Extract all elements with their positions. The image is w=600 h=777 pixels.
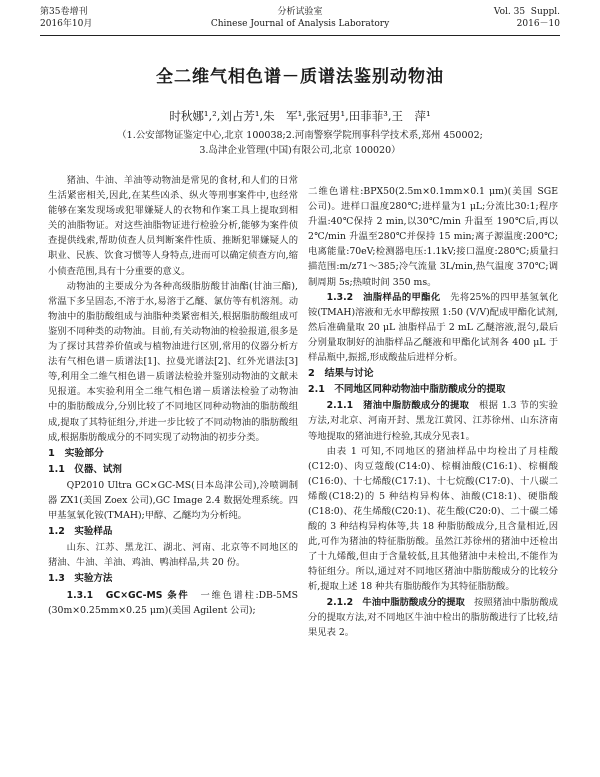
affiliations	[60, 128, 540, 158]
paragraph	[48, 588, 298, 618]
paragraph-text: 一维色谱柱:DB-5MS (30m×0.25mm×0.25 μm)(美国 Agilent 公司);	[48, 589, 298, 616]
paragraph-text: 根据 1.3 节的实验方法,对北京、河南开封、黑龙江黄冈、江苏徐州、山东济南等地提取的猪油进行检验,其成分见表1。	[308, 400, 558, 442]
paragraph: QP2010 Ultra GC×GC-MS(日本岛津公司),冷喷调制器 ZX1(美国 Zoex 公司),GC Image 2.4 数据处理系统。四甲基氢氧化铵(TMAH);甲醇、乙醚均为分析纯。	[48, 479, 298, 522]
paragraph	[308, 398, 558, 443]
right-column	[308, 184, 558, 764]
paragraph: 动物油的主要成分为各种高级脂肪酸甘油酯(甘油三酯),常温下多呈固态,不溶于水,易溶于乙醚、氯仿等有机溶剂。动物油中的脂肪酸组成与油脂种类紧密相关,根据脂肪酸组成可鉴别不同种类的动物油。目前,有关动物油的检验报道,很多是为了探讨其营养价值或与植物油进行区别,常用的仪器分析方法有气相色谱－质谱法[1]、拉曼光谱法[2]、红外光谱法[3]等,利用全二维气相色谱－质谱法检验并鉴别动物油的文献未见报道。本实验利用全二维气相色谱－质谱法检验了动物油中的脂肪酸成分,分别比较了不同地区同种动物油的脂肪酸组成,提取了其特征组分,并进一步比较了不同动物油的脂肪酸组成,根据脂肪酸成分的不同实现了动物油的初步分类。	[48, 280, 298, 443]
affiliation-line: 3.岛津企业管理(中国)有限公司,北京 100020）	[199, 145, 401, 156]
volume-info: Vol. 35 Suppl. 2016－10	[493, 7, 560, 29]
paragraph	[308, 595, 558, 640]
paragraph: 猪油、牛油、羊油等动物油是常见的食材,和人们的日常生活紧密相关,因此,在某些凶杀、纵火等刑事案件中,也经常能够在案发现场或犯罪嫌疑人的衣物和作案工具上提取到相关的油脂物证。对这些油脂物证进行检验分析,能够为案件侦查提供线索,帮助侦查人员判断案件性质、推断犯罪嫌疑人的职业、民族、饮食习惯等人身特点,进而可以确定侦查方向,缩小侦查范围,具有十分重要的意义。	[48, 175, 298, 277]
running-header	[40, 5, 560, 36]
paper-title: 全二维气相色谱－质谱法鉴别动物油	[156, 67, 444, 87]
paragraph: 山东、江苏、黑龙江、湖北、河南、北京等不同地区的猪油、牛油、羊油、鸡油、鸭油样品,共 20 份。	[48, 542, 298, 569]
run-in-heading: 2.1.2 牛油中脂肪酸成分的提取	[326, 596, 465, 608]
run-in-heading: 2.1.1 猪油中脂肪酸成分的提取	[326, 400, 470, 412]
run-in-heading: 1.3.1 GC×GC-MS 条件	[66, 589, 190, 601]
paragraph	[308, 290, 558, 365]
affiliation-line: （1.公安部物证鉴定中心,北京 100038;2.河南警察学院刑事科学技术系,郑州 450002;	[117, 130, 483, 141]
paragraph-text: 按照猪油中脂肪酸成分的提取方法,对不同地区牛油中检出的脂肪酸进行了比较,结果见表 2。	[308, 596, 558, 638]
subsection-heading: 1.3 实验方法	[48, 573, 113, 585]
journal-name: 分析试验室 Chinese Journal of Analysis Laboratory	[210, 7, 390, 29]
paragraph: 由表 1 可知,不同地区的猪油样品中均检出了月桂酸(C12:0)、肉豆蔻酸(C14:0)、棕榈油酸(C16:1)、棕榈酸(C16:0)、十七烯酸(C17:1)、十七烷酸(C17:0)、十八碳二烯酸(C18:2)的 5 种结构异构体、油酸(C18:1)、硬脂酸(C18:0)、花生烯酸(C20:1)、花生酸(C20:0)、二十碳二烯酸的 3 种结构异构体等,共 18 种脂肪酸成分,且含量相近,因此,可作为猪油的特征脂肪酸。虽然江苏徐州的猪油中还检出了十九烯酸,但由于含量较低,且其他猪油中未检出,不能作为特征组分。所以,通过对不同地区猪油中脂肪酸成分的比较分析,提取上述 18 种共有脂肪酸作为其特征脂肪酸。	[308, 445, 558, 593]
author-list: 时秋娜¹,²,刘占芳¹,朱 军¹,张冠男¹,田菲菲³,王 萍¹	[169, 109, 431, 123]
issue-info: 第35卷增刊 2016年10月	[40, 7, 93, 29]
paragraph: 二维色谱柱:BPX50(2.5m×0.1mm×0.1 μm)(美国 SGE 公司)。进样口温度280℃;进样量为1 μL;分流比30:1;程序升温:40℃保持 2 min,以30℃/min 升温至 190℃后,再以 2℃/min 升温至280℃并保持 15 min;离子源温度:200℃;电离能量:70eV;检测器电压:1.1kV;接口温度:280℃;质量扫描范围:m/z71～385;冷气流量 3L/min,热气温度 370℃;调制周期 5s;热喷时间 350 ms。	[308, 186, 558, 288]
run-in-heading: 1.3.2 油脂样品的甲酯化	[326, 291, 441, 303]
subsection-heading: 1.1 仪器、试剂	[48, 463, 122, 475]
section-heading: 1 实验部分	[48, 447, 104, 459]
subsection-heading: 2.1 不同地区同种动物油中脂肪酸成分的提取	[308, 384, 506, 396]
paragraph-text: 先将25%的四甲基氢氧化铵(TMAH)溶液和无水甲醇按照 1:50 (V/V)配成甲酯化试剂,然后准确量取 20 μL 油脂样品于 2 mL 乙醚溶液,混匀,最后分别量取制好的油脂样品乙醚液和甲酯化试剂各 400 μL 于样品瓶中,振摇,形成酸盐后进样分析。	[308, 291, 558, 364]
left-column	[48, 173, 298, 763]
section-heading: 2 结果与讨论	[308, 368, 374, 380]
subsection-heading: 1.2 实验样品	[48, 526, 113, 538]
